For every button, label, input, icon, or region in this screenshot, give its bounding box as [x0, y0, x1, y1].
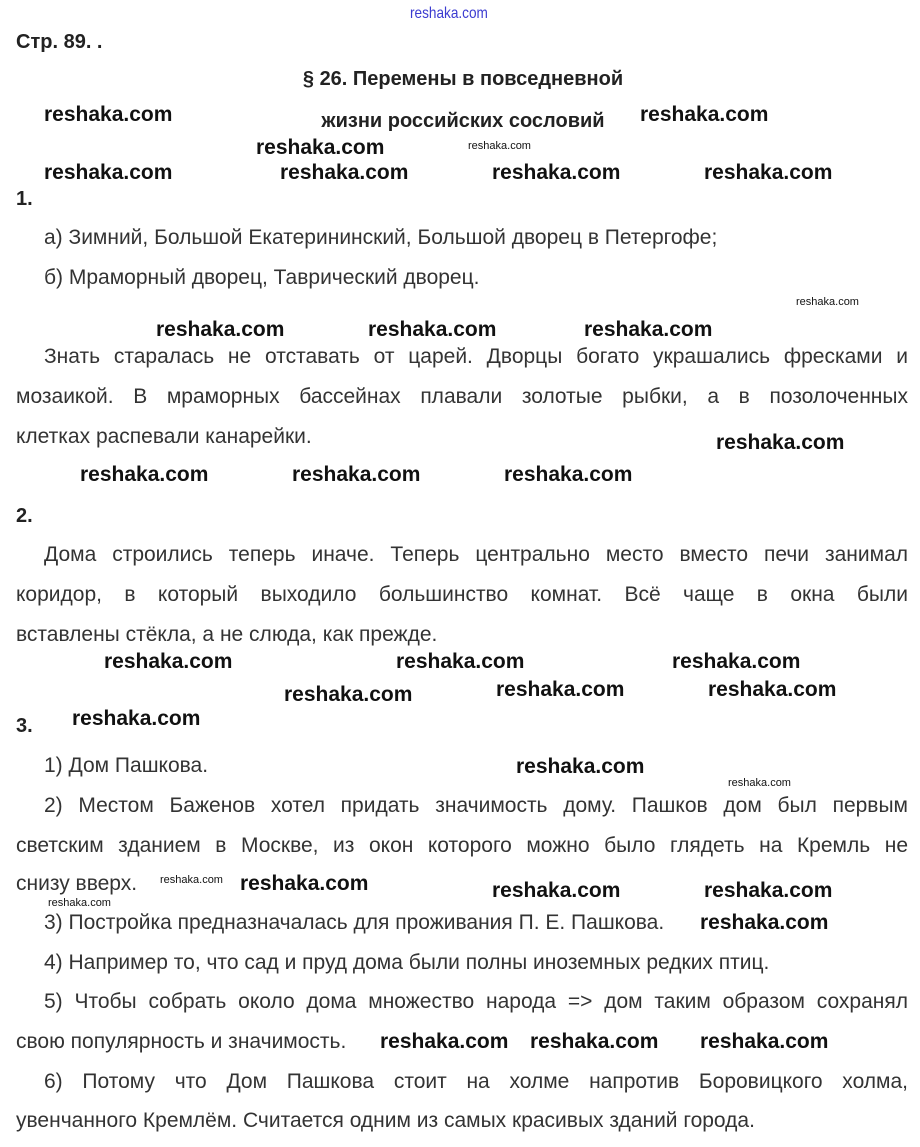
watermark: reshaka.com	[672, 650, 801, 673]
watermark: reshaka.com	[708, 678, 837, 701]
watermark: reshaka.com	[796, 296, 859, 308]
watermark: reshaka.com	[468, 140, 531, 152]
watermark: reshaka.com	[44, 103, 173, 126]
title-line-1: § 26. Перемены в повседневной	[302, 68, 624, 90]
text-line: клетках распевали канарейки.	[16, 425, 312, 448]
title-line-2: жизни российских сословий	[321, 110, 605, 132]
watermark: reshaka.com	[530, 1030, 659, 1053]
text-line: снизу вверх.	[16, 872, 138, 895]
text-line: 1) Дом Пашкова.	[44, 754, 209, 777]
watermark: reshaka.com	[72, 707, 201, 730]
watermark: reshaka.com	[584, 318, 713, 341]
text-line: коридор, в который выходило большинство комнат. Всё чаще в окна были	[16, 583, 908, 606]
watermark: reshaka.com	[704, 161, 833, 184]
watermark: reshaka.com	[492, 879, 621, 902]
text-line: 6) Потому что Дом Пашкова стоит на холме напротив Боровицкого холма,	[44, 1070, 908, 1093]
text-line: увенчанного Кремлём. Считается одним из самых красивых зданий города.	[16, 1109, 755, 1132]
watermark: reshaka.com	[496, 678, 625, 701]
watermark: reshaka.com	[48, 897, 111, 909]
watermark: reshaka.com	[716, 431, 845, 454]
watermark: reshaka.com	[240, 872, 369, 895]
text-line: вставлены стёкла, а не слюда, как прежде.	[16, 623, 438, 646]
text-line: 3) Постройка предназначалась для проживания П. Е. Пашкова.	[44, 911, 665, 934]
section-number: 1.	[16, 188, 33, 210]
watermark: reshaka.com	[504, 463, 633, 486]
watermark: reshaka.com	[368, 318, 497, 341]
text-line: 4) Например то, что сад и пруд дома были полны иноземных редких птиц.	[44, 951, 770, 974]
watermark: reshaka.com	[640, 103, 769, 126]
text-line: Дома строились теперь иначе. Теперь центрально место вместо печи занимал	[44, 543, 908, 566]
watermark: reshaka.com	[280, 161, 409, 184]
watermark: reshaka.com	[492, 161, 621, 184]
watermark: reshaka.com	[44, 161, 173, 184]
watermark: reshaka.com	[728, 777, 791, 789]
watermark: reshaka.com	[256, 136, 385, 159]
text-line: Знать старалась не отставать от царей. Дворцы богато украшались фресками и	[44, 345, 908, 368]
watermark: reshaka.com	[160, 874, 223, 886]
text-line: светским зданием в Москве, из окон которого можно было глядеть на Кремль не	[16, 834, 908, 857]
text-line: б) Мраморный дворец, Таврический дворец.	[44, 266, 480, 289]
watermark: reshaka.com	[516, 755, 645, 778]
watermark: reshaka.com	[704, 879, 833, 902]
text-line: мозаикой. В мраморных бассейнах плавали золотые рыбки, а в позолоченных	[16, 385, 908, 408]
text-line: 5) Чтобы собрать около дома множество народа => дом таким образом сохранял	[44, 990, 908, 1013]
watermark: reshaka.com	[284, 683, 413, 706]
watermark: reshaka.com	[396, 650, 525, 673]
page-label: Стр. 89. .	[16, 31, 103, 53]
watermark: reshaka.com	[380, 1030, 509, 1053]
section-number: 2.	[16, 505, 33, 527]
text-line: 2) Местом Баженов хотел придать значимость дому. Пашков дом был первым	[44, 794, 908, 817]
watermark: reshaka.com	[700, 911, 829, 934]
text-line: а) Зимний, Большой Екатерининский, Большой дворец в Петергофе;	[44, 226, 718, 249]
watermark: reshaka.com	[156, 318, 285, 341]
watermark: reshaka.com	[80, 463, 209, 486]
text-line: свою популярность и значимость.	[16, 1030, 347, 1053]
watermark: reshaka.com	[700, 1030, 829, 1053]
watermark: reshaka.com	[104, 650, 233, 673]
section-number: 3.	[16, 715, 33, 737]
watermark: reshaka.com	[410, 5, 488, 22]
watermark: reshaka.com	[292, 463, 421, 486]
